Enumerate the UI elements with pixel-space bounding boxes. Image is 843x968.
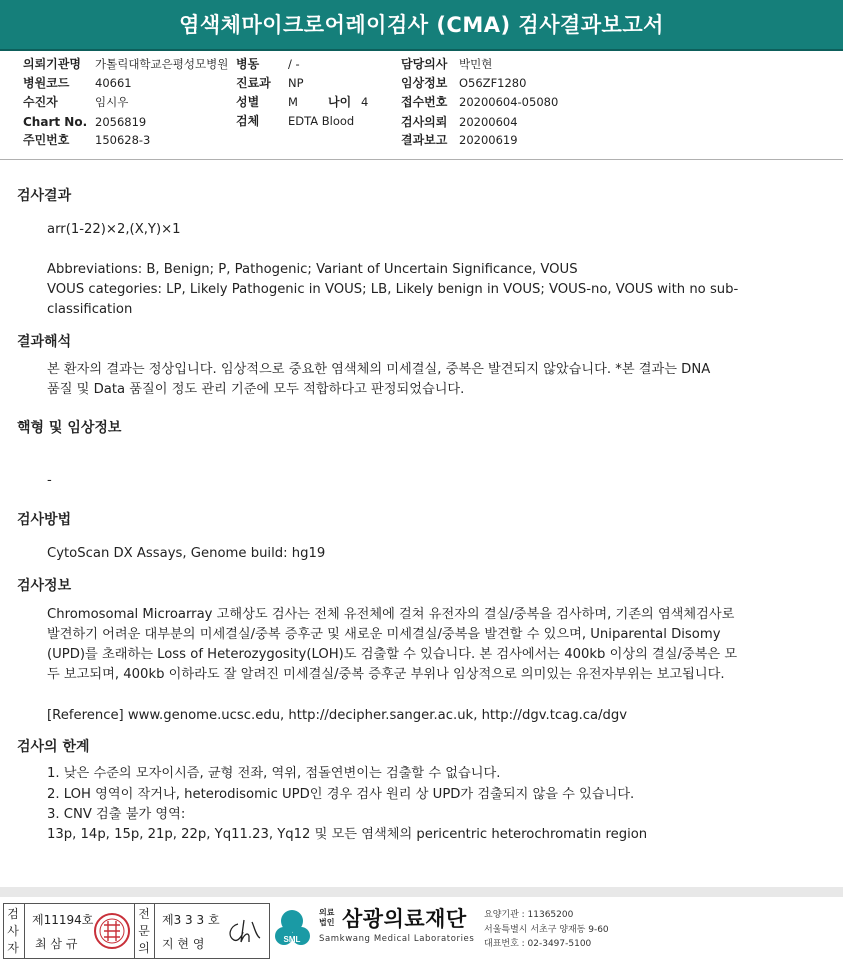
ward-value: / - (288, 57, 300, 71)
org-prefix-1: 의료 (319, 908, 335, 917)
header-divider (0, 159, 843, 160)
info-line-2: 발견하기 어려운 대부분의 미세결실/중복 증후군 및 새로운 미세결실/중복을 발견할 수 있으며, Uniparental Disomy (47, 627, 721, 642)
info-line-3: (UPD)를 초래하는 Loss of Heterozygosity(LOH)도 검출할 수 있습니다. 본 검사에서는 400kb 이상의 결실/중복은 모 (47, 647, 738, 662)
report-value: 20200619 (459, 133, 518, 147)
abbrev-line-1: Abbreviations: B, Benign; P, Pathogenic; Variant of Uncertain Significance, VOUS (47, 262, 578, 277)
id-value: 150628-3 (95, 133, 151, 147)
id-label: 주민번호 (23, 133, 70, 147)
clinical-label: 임상정보 (401, 76, 448, 90)
dept-label: 진료과 (236, 76, 271, 90)
dept-value: NP (288, 76, 304, 90)
sig-divider (24, 904, 25, 958)
ward-label: 병동 (236, 57, 260, 71)
method-section-title: 검사방법 (17, 512, 72, 528)
title-underline (0, 49, 843, 51)
limit-item-4: 13p, 14p, 15p, 21p, 22p, Yq11.23, Yq12 및 모든 염색체의 pericentric heterochromatin region (47, 827, 648, 842)
result-section-title: 검사결과 (17, 188, 72, 204)
specialist-signature (222, 914, 262, 950)
vertical-char: 자 (7, 941, 19, 955)
karyo-value: - (47, 473, 52, 488)
specialist-label (137, 906, 151, 957)
specimen-label: 검체 (236, 114, 260, 128)
footer-band (0, 887, 843, 897)
sig-divider (154, 904, 155, 958)
org-address: 서울특별시 서초구 양재동 9-60 (484, 925, 609, 935)
receipt-label: 접수번호 (401, 95, 448, 109)
result-karyotype: arr(1-22)×2,(X,Y)×1 (47, 222, 181, 237)
interp-line-2: 품질 및 Data 품질이 정도 관리 기준에 모두 적합하다고 판정되었습니다. (47, 382, 465, 397)
sml-logo-text: SML (283, 935, 301, 944)
limit-section-title: 검사의 한계 (17, 739, 90, 755)
report-title: 염색체마이크로어레이검사 (CMA) 검사결과보고서 (0, 0, 843, 49)
vertical-char: 검 (7, 907, 19, 921)
org-english-name: Samkwang Medical Laboratories (319, 934, 475, 944)
request-value: 20200604 (459, 115, 518, 129)
info-line-1: Chromosomal Microarray 고해상도 검사는 전체 유전체에 걸쳐 유전자의 결실/중복을 검사하며, 기존의 염색체검사로 (47, 607, 735, 622)
hospital-label: 의뢰기관명 (23, 57, 81, 71)
org-code: 요양기관 : 11365200 (484, 910, 574, 920)
request-label: 검사의뢰 (401, 115, 448, 129)
vertical-char: 문 (138, 924, 150, 938)
specialist-name: 지 현 영 (162, 937, 205, 951)
abbrev-line-3: classification (47, 302, 133, 317)
info-line-4: 두 보고되며, 400kb 이하라도 잘 알려진 미세결실/중복 증후군 부위나 임상적으로 의미있는 유전자부위는 보고됩니다. (47, 667, 725, 682)
interp-section-title: 결과해석 (17, 334, 72, 350)
info-reference: [Reference] www.genome.ucsc.edu, http://decipher.sanger.ac.uk, http://dgv.tcag.ca/dgv (47, 708, 628, 723)
org-prefix (319, 908, 334, 928)
age-label: 나이 (328, 95, 352, 109)
examiner-label (6, 906, 20, 957)
name-label: 수진자 (23, 95, 58, 109)
code-value: 40661 (95, 76, 132, 90)
sex-label: 성별 (236, 95, 260, 109)
report-label: 결과보고 (401, 133, 448, 147)
doctor-label: 담당의사 (401, 57, 448, 71)
clinical-value: O56ZF1280 (459, 76, 527, 90)
org-phone: 대표번호 : 02-3497-5100 (484, 939, 592, 949)
karyo-section-title: 핵형 및 임상정보 (17, 420, 122, 436)
chart-value: 2056819 (95, 115, 147, 129)
interp-line-1: 본 환자의 결과는 정상입니다. 임상적으로 중요한 염색체의 미세결실, 중복은 발견되지 않았습니다. *본 결과는 DNA (47, 362, 711, 377)
doctor-value: 박민현 (459, 57, 493, 71)
org-name: 삼광의료재단 (342, 907, 467, 931)
examiner-seal (92, 910, 132, 952)
vertical-char: 의 (138, 941, 150, 955)
sml-logo-icon (270, 904, 314, 946)
method-value: CytoScan DX Assays, Genome build: hg19 (47, 546, 326, 561)
specimen-value: EDTA Blood (288, 114, 355, 128)
vertical-char: 전 (138, 907, 150, 921)
sex-value: M (288, 95, 298, 109)
limit-item-3: 3. CNV 검출 불가 영역: (47, 807, 186, 822)
code-label: 병원코드 (23, 76, 70, 90)
name-value: 임시우 (95, 95, 129, 109)
signature-box (3, 903, 270, 959)
hospital-value: 가톨릭대학교은평성모병원 (95, 57, 229, 71)
limit-item-1: 1. 낮은 수준의 모자이시즘, 균형 전좌, 역위, 점돌연변이는 검출할 수 없습니다. (47, 766, 501, 781)
chart-label: Chart No. (23, 115, 88, 129)
org-prefix-2: 법인 (319, 918, 335, 927)
specialist-number: 제3 3 3 호 (162, 913, 220, 927)
vertical-char: 사 (7, 924, 19, 938)
limit-item-2: 2. LOH 영역이 작거나, heterodisomic UPD인 경우 검사 원리 상 UPD가 검출되지 않을 수 있습니다. (47, 787, 635, 802)
examiner-number: 제11194호 (32, 913, 94, 927)
receipt-value: 20200604-05080 (459, 95, 559, 109)
examiner-name: 최 삼 규 (35, 937, 78, 951)
info-section-title: 검사정보 (17, 578, 72, 594)
abbrev-line-2: VOUS categories: LP, Likely Pathogenic in VOUS; LB, Likely benign in VOUS; VOUS-no, VOUS with no sub- (47, 282, 739, 297)
sig-divider (134, 904, 135, 958)
age-value: 4 (361, 95, 369, 109)
